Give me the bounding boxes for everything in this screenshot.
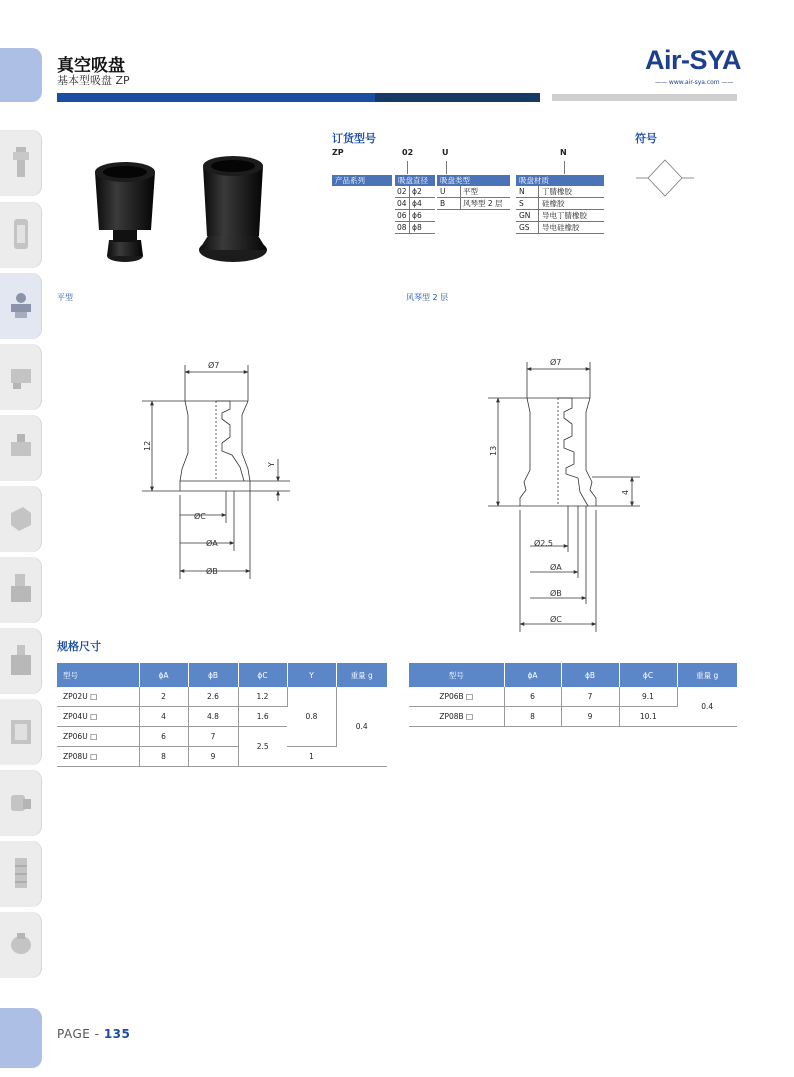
- dim-a: ØA: [206, 539, 218, 548]
- dim-a: ØA: [550, 563, 562, 572]
- cell-divider: [409, 186, 410, 234]
- col-y: Y: [287, 663, 336, 687]
- order-title: 订货型号: [332, 132, 376, 145]
- col-b: ϕB: [188, 663, 238, 687]
- spec-title: 规格尺寸: [57, 640, 101, 653]
- page-number-value: 135: [103, 1027, 131, 1041]
- type-code: B: [440, 199, 446, 208]
- row-divider: [516, 209, 604, 210]
- table-header-row: [57, 663, 387, 687]
- diameter-code: 06: [397, 211, 407, 220]
- code-type: U: [442, 148, 449, 157]
- code-pointer: [446, 161, 447, 174]
- brand-url: —— www.air-sya.com ——: [655, 79, 734, 86]
- dim-y: Y: [267, 462, 276, 467]
- header-bar-blue: [57, 93, 375, 102]
- spec-table-bellows: [409, 663, 737, 727]
- bellows-cup-drawing: [480, 352, 650, 634]
- material-value: 丁腈橡胶: [542, 187, 572, 196]
- model-cell: ZP08U □: [57, 747, 139, 767]
- model-cell: ZP06U □: [57, 727, 139, 747]
- block-icon: [9, 503, 33, 535]
- c-cell: 1.6: [238, 707, 287, 727]
- type-value: 风琴型 2 层: [463, 199, 503, 208]
- b-cell: 9: [561, 707, 619, 727]
- material-code: GN: [519, 211, 531, 220]
- valve-icon: [9, 361, 33, 393]
- b-cell: 2.6: [188, 687, 238, 707]
- b-cell: 4.8: [188, 707, 238, 727]
- diameter-code: 02: [397, 187, 407, 196]
- type-code: U: [440, 187, 446, 196]
- diameter-code: 08: [397, 223, 407, 232]
- manifold-icon: [9, 645, 33, 677]
- table-row: [409, 687, 737, 707]
- side-tab-vacuum[interactable]: [0, 273, 42, 339]
- diameter-code: 04: [397, 199, 407, 208]
- col-a: ϕA: [139, 663, 188, 687]
- code-pointer: [564, 161, 565, 174]
- page-label: PAGE -: [57, 1027, 104, 1041]
- row-divider: [516, 233, 604, 234]
- a-cell: 6: [504, 687, 561, 707]
- code-pointer: [407, 161, 408, 174]
- side-tab-2[interactable]: [0, 202, 42, 268]
- product-photo: [85, 148, 275, 273]
- side-tab-top: [0, 48, 42, 102]
- col-model: 型号: [409, 663, 504, 687]
- diameter-value: ϕ8: [412, 223, 422, 232]
- symbol-title: 符号: [635, 132, 657, 145]
- side-tab-10[interactable]: [0, 770, 42, 836]
- brand-logo: Air-SYA: [645, 45, 742, 75]
- model-cell: ZP08B □: [409, 707, 504, 727]
- y-cell: 1: [287, 747, 336, 767]
- row-divider: [437, 197, 510, 198]
- bellows-drawing-label: 风琴型 2 层: [406, 293, 449, 302]
- code-diameter: 02: [402, 148, 414, 157]
- solenoid-icon: [9, 574, 33, 606]
- side-tab-5[interactable]: [0, 415, 42, 481]
- flat-cup-drawing: [130, 355, 300, 585]
- cell-divider: [538, 186, 539, 234]
- side-tab-8[interactable]: [0, 628, 42, 694]
- series-header: 产品系列: [332, 175, 392, 186]
- side-tab-11[interactable]: [0, 841, 42, 907]
- page-number: [57, 1027, 130, 1041]
- col-model: 型号: [57, 663, 139, 687]
- vacuum-cup-icon: [9, 290, 33, 322]
- cell-divider: [460, 186, 461, 210]
- material-value: 导电丁腈橡胶: [542, 211, 587, 220]
- side-tab-9[interactable]: [0, 699, 42, 765]
- model-cell: ZP06B □: [409, 687, 504, 707]
- dim-c: ØC: [194, 512, 206, 521]
- dim-height: 13: [489, 445, 498, 456]
- cylinder-icon: [9, 432, 33, 464]
- row-divider: [395, 233, 435, 234]
- dim-4: 4: [621, 489, 630, 495]
- col-c: ϕC: [619, 663, 677, 687]
- regulator-icon: [9, 219, 33, 251]
- side-tab-1[interactable]: [0, 130, 42, 196]
- dim-b: ØB: [550, 589, 562, 598]
- material-value: 硅橡胶: [542, 199, 565, 208]
- coupler-icon: [9, 929, 33, 961]
- header-bar-gray: [552, 94, 737, 101]
- col-b: ϕB: [561, 663, 619, 687]
- header-bar-dark: [375, 93, 540, 102]
- type-header: 吸盘类型: [437, 175, 510, 186]
- material-value: 导电硅橡胶: [542, 223, 580, 232]
- dim-d7: Ø7: [550, 358, 562, 367]
- dim-d25: Ø2.5: [534, 539, 554, 548]
- page-title: 真空吸盘: [57, 56, 125, 76]
- col-c: ϕC: [238, 663, 287, 687]
- weight-cell: 0.4: [336, 687, 387, 767]
- diameter-value: ϕ2: [412, 187, 422, 196]
- type-value: 平型: [463, 187, 478, 196]
- filter-icon: [9, 147, 33, 179]
- diameter-value: ϕ4: [412, 199, 422, 208]
- c-cell: 9.1: [619, 687, 677, 707]
- material-code: S: [519, 199, 524, 208]
- col-a: ϕA: [504, 663, 561, 687]
- side-tab-6[interactable]: [0, 486, 42, 552]
- c-cell: 10.1: [619, 707, 677, 727]
- row-divider: [395, 221, 435, 222]
- dim-height: 12: [143, 440, 152, 451]
- side-tab-7[interactable]: [0, 557, 42, 623]
- flat-drawing-label: 平型: [57, 293, 73, 302]
- c-cell: 1.2: [238, 687, 287, 707]
- table-header-row: [409, 663, 737, 687]
- row-divider: [437, 209, 510, 210]
- b-cell: 7: [188, 727, 238, 747]
- b-cell: 7: [561, 687, 619, 707]
- a-cell: 8: [504, 707, 561, 727]
- a-cell: 8: [139, 747, 188, 767]
- fitting-icon: [9, 787, 33, 819]
- row-divider: [395, 197, 435, 198]
- row-divider: [516, 197, 604, 198]
- dim-c: ØC: [550, 615, 562, 624]
- model-cell: ZP04U □: [57, 707, 139, 727]
- a-cell: 6: [139, 727, 188, 747]
- side-tab-bottom: [0, 1008, 42, 1068]
- col-weight: 重量 g: [336, 663, 387, 687]
- code-series: ZP: [332, 148, 344, 157]
- material-header: 吸盘材质: [516, 175, 604, 186]
- spec-table-flat: [57, 663, 387, 767]
- diameter-header: 吸盘直径: [395, 175, 435, 186]
- weight-cell: 0.4: [677, 687, 737, 727]
- frame-icon: [9, 716, 33, 748]
- a-cell: 4: [139, 707, 188, 727]
- vacuum-pad-symbol-icon: [636, 158, 694, 198]
- side-tab-4[interactable]: [0, 344, 42, 410]
- model-cell: ZP02U □: [57, 687, 139, 707]
- a-cell: 2: [139, 687, 188, 707]
- material-code: GS: [519, 223, 530, 232]
- row-divider: [516, 221, 604, 222]
- c-cell-merged: 2.5: [238, 727, 287, 767]
- dim-d7: Ø7: [208, 361, 220, 370]
- row-divider: [395, 209, 435, 210]
- col-weight: 重量 g: [677, 663, 737, 687]
- code-material: N: [560, 148, 567, 157]
- page-subtitle: 基本型吸盘 ZP: [57, 74, 130, 87]
- side-tab-12[interactable]: [0, 912, 42, 978]
- b-cell: 9: [188, 747, 238, 767]
- dim-b: ØB: [206, 567, 218, 576]
- silencer-icon: [9, 858, 33, 890]
- material-code: N: [519, 187, 525, 196]
- diameter-value: ϕ6: [412, 211, 422, 220]
- table-row: [57, 687, 387, 707]
- y-cell-merged: 0.8: [287, 687, 336, 747]
